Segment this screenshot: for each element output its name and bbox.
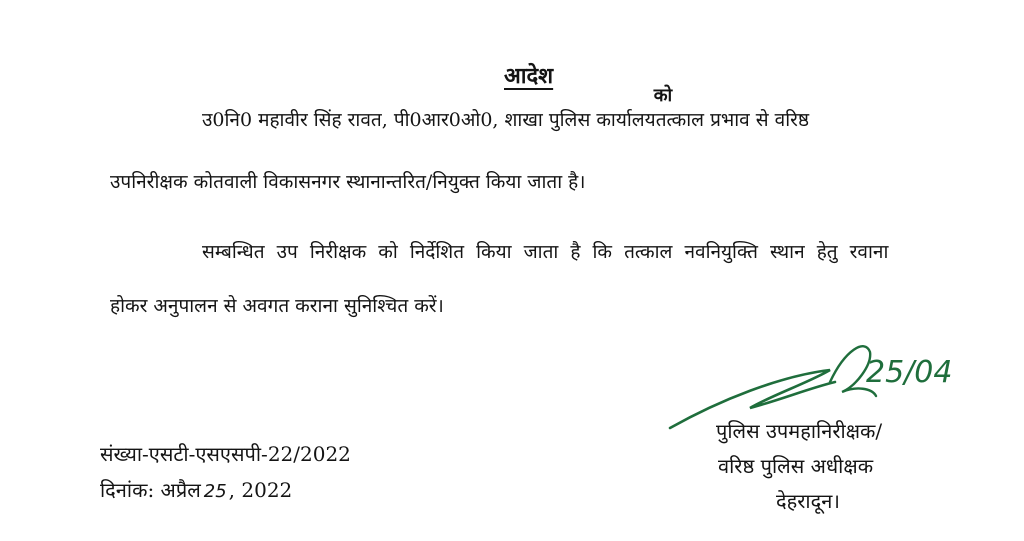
paragraph2-line2: होकर अनुपालन से अवगत कराना सुनिश्चित करें।: [110, 295, 444, 317]
signatory-designation-2: वरिष्ठ पुलिस अधीक्षक: [718, 454, 874, 478]
handwritten-insertion-text: को: [653, 85, 673, 106]
reference-number: संख्या-एसटी-एसएसपी-22/2022: [100, 442, 351, 466]
paragraph1-line1-continued: तत्काल प्रभाव से वरिष्ठ: [655, 109, 810, 131]
signatory-location: देहरादून।: [776, 489, 840, 513]
paragraph2-line1: सम्बन्धित उप निरीक्षक को निर्देशित किया जाता है कि तत्काल नवनियुक्ति स्थान हेतु रवाना: [202, 241, 889, 263]
date-label: दिनांक: अप्रैल: [100, 478, 201, 502]
reference-date: [100, 476, 292, 503]
signatory-designation-1: पुलिस उपमहानिरीक्षक/: [716, 419, 883, 443]
handwritten-date-day: 25: [203, 481, 227, 502]
paragraph1-line2: उपनिरीक्षक कोतवाली विकासनगर स्थानान्तरित/नियुक्त किया जाता है।: [110, 171, 586, 193]
document-title: आदेश: [504, 63, 554, 89]
date-year: , 2022: [228, 478, 293, 502]
paragraph1-line1: [202, 85, 810, 132]
paragraph1-line1-text: उ0नि0 महावीर सिंह रावत, पी0आर0ओ0, शाखा पुलिस कार्यालय: [202, 109, 656, 131]
signature-date: 25/04: [866, 355, 953, 390]
